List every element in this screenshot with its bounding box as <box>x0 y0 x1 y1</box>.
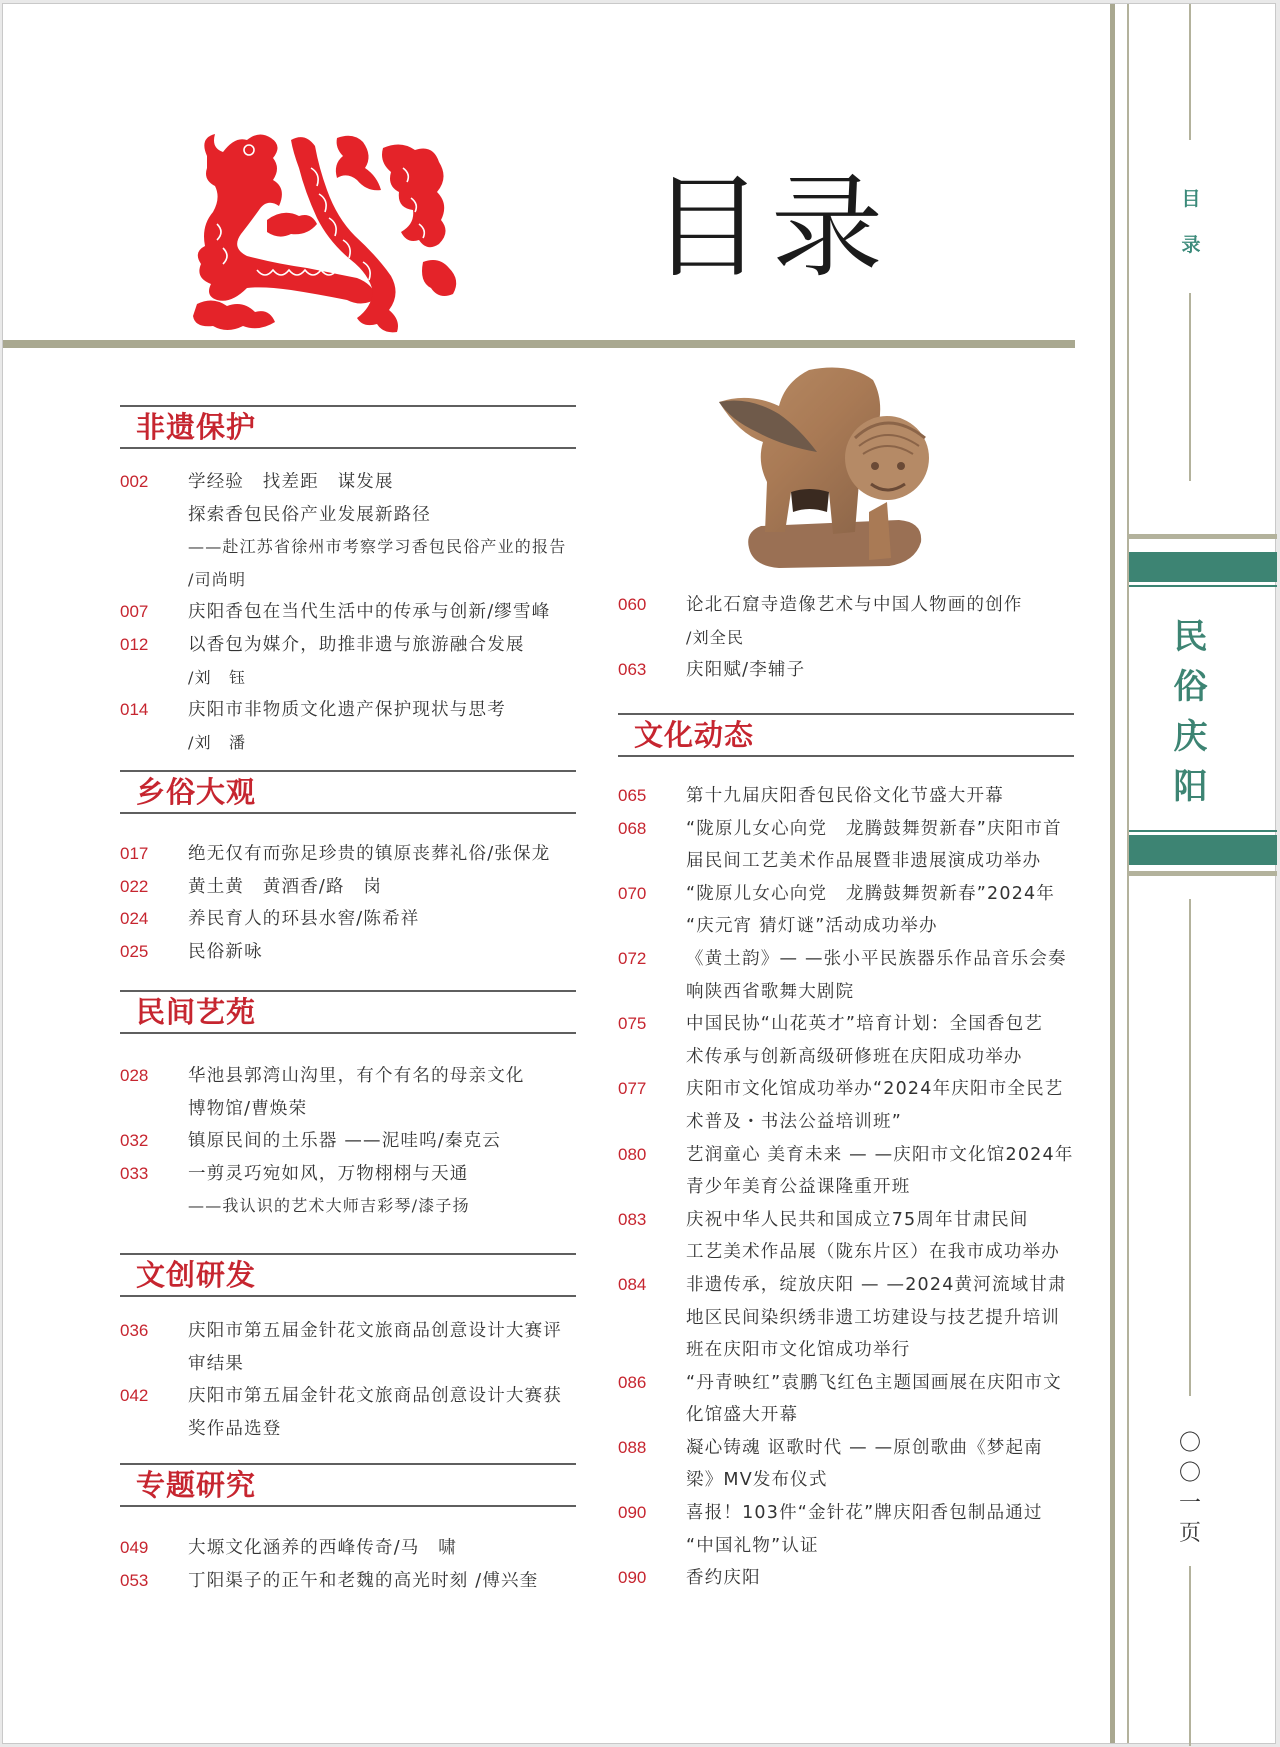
entry-title: 梁》MV发布仪式 <box>686 1470 828 1491</box>
entry-author: /刘 潘 <box>188 732 247 752</box>
toc-entry[interactable] <box>120 466 566 596</box>
entry-title: 非遗传承，绽放庆阳 — —2024黄河流域甘肃 <box>686 1274 1067 1295</box>
entry-title: 庆阳市第五届金针花文旅商品创意设计大赛获 <box>188 1386 562 1407</box>
page-title: 目录 <box>651 163 891 293</box>
entry-title: 镇原民间的土乐器 ——泥哇呜/秦克云 <box>188 1131 502 1152</box>
entry-page-number: 007 <box>120 602 149 622</box>
entry-page-number: 012 <box>120 634 149 654</box>
entry-title: 一剪灵巧宛如风，万物栩栩与天通 <box>188 1163 469 1184</box>
section-entries-folk-arts <box>120 1060 525 1223</box>
entry-author: /刘全民 <box>686 627 745 647</box>
toc-entry[interactable] <box>120 903 550 936</box>
entry-title: 化馆盛大开幕 <box>686 1405 799 1426</box>
entry-page-number: 070 <box>618 883 647 903</box>
entry-page-number: 060 <box>618 595 647 614</box>
toc-entry[interactable] <box>120 1565 538 1598</box>
section-entries-heritage-protection <box>120 466 566 759</box>
section-entries-creative-rd <box>120 1315 562 1445</box>
section-header-special-research: 专题研究 <box>120 1463 576 1507</box>
entry-title: 庆阳市非物质文化遗产保护现状与思考 <box>188 700 506 721</box>
section-header-heritage-protection: 非遗保护 <box>120 405 576 449</box>
sidebar-tan-rule-top <box>1129 534 1277 539</box>
entry-title: 香约庆阳 <box>686 1568 761 1589</box>
toc-entry[interactable] <box>120 871 550 904</box>
entry-title: 第十九届庆阳香包民俗文化节盛大开幕 <box>686 786 1004 806</box>
header-divider-band <box>3 340 1075 348</box>
entry-page-number: 042 <box>120 1386 149 1406</box>
toc-entry[interactable] <box>618 813 1074 878</box>
entry-title: 养民育人的环县水窖/陈希祥 <box>188 909 420 930</box>
section-entries-special-research <box>120 1532 538 1597</box>
sidebar-green-line-bottom <box>1129 830 1277 832</box>
entry-title: 绝无仅有而弥足珍贵的镇原丧葬礼俗/张保龙 <box>188 844 551 864</box>
entry-title: 民俗新咏 <box>188 941 263 962</box>
entry-title: 术普及・书法公益培训班” <box>686 1111 902 1132</box>
entry-title: 术传承与创新高级研修班在庆阳成功举办 <box>686 1046 1023 1067</box>
entry-title: 凝心铸魂 讴歌时代 — —原创歌曲《梦起南 <box>686 1437 1043 1458</box>
magazine-title: 民 俗 庆 阳 <box>1173 617 1208 807</box>
entry-title: 庆祝中华人民共和国成立75周年甘肃民间 <box>686 1209 1029 1230</box>
entry-page-number: 028 <box>120 1066 149 1085</box>
entry-title: 审结果 <box>188 1353 245 1374</box>
entry-page-number: 014 <box>120 700 149 720</box>
toc-entry[interactable] <box>120 629 566 694</box>
toc-entry[interactable] <box>618 1073 1074 1138</box>
entry-title: 奖作品选登 <box>188 1418 282 1439</box>
entry-title: 地区民间染织绣非遗工坊建设与技艺提升培训 <box>686 1307 1060 1328</box>
section-header-cultural-news: 文化动态 <box>618 713 1074 757</box>
toc-entry[interactable] <box>120 694 566 759</box>
toc-entry[interactable] <box>618 878 1074 943</box>
entry-author: /司尚明 <box>188 569 247 589</box>
entry-subtitle: ——赴江苏省徐州市考察学习香包民俗产业的报告 <box>188 537 567 557</box>
entry-page-number: 036 <box>120 1321 149 1340</box>
section-header-creative-rd: 文创研发 <box>120 1253 576 1297</box>
entry-title: 班在庆阳市文化馆成功举行 <box>686 1340 911 1361</box>
toc-entry[interactable] <box>618 780 1074 813</box>
entry-title: 工艺美术作品展（陇东片区）在我市成功举办 <box>686 1242 1060 1263</box>
section-header-folk-arts: 民间艺苑 <box>120 990 576 1034</box>
entry-title: 庆阳市第五届金针花文旅商品创意设计大赛评 <box>188 1321 562 1341</box>
entry-page-number: 022 <box>120 876 149 896</box>
toc-entry[interactable] <box>120 596 566 629</box>
toc-entry[interactable] <box>120 1125 525 1158</box>
entry-title: 黄土黄 黄酒香/路 岗 <box>188 876 383 897</box>
toc-entry[interactable] <box>120 1060 525 1125</box>
entry-title: 《黄土韵》— —张小平民族器乐作品音乐会奏 <box>686 948 1067 969</box>
section-header-folk-customs: 乡俗大观 <box>120 770 576 814</box>
toc-entry[interactable] <box>618 589 1023 654</box>
entry-page-number: 002 <box>120 472 149 491</box>
sidebar-rule-mid <box>1189 293 1191 481</box>
entry-page-number: 033 <box>120 1163 149 1183</box>
toc-entry[interactable] <box>120 1158 525 1223</box>
toc-entry[interactable] <box>618 1562 1074 1595</box>
entry-title: 以香包为媒介，助推非遗与旅游融合发展 <box>188 634 525 655</box>
entry-title: 探索香包民俗产业发展新路径 <box>188 504 432 525</box>
entry-page-number: 072 <box>618 948 647 968</box>
entry-title: “陇原儿女心向党 龙腾鼓舞贺新春”2024年 <box>686 883 1056 904</box>
entry-title: 喜报！103件“金针花”牌庆阳香包制品通过 <box>686 1503 1043 1524</box>
sidebar-rule-bottom <box>1189 1566 1191 1746</box>
entry-page-number: 090 <box>618 1568 647 1588</box>
stone-sculpture-image <box>709 362 949 574</box>
entry-title: 华池县郭湾山沟里，有个有名的母亲文化 <box>188 1066 525 1086</box>
entry-title: 丁阳渠子的正午和老魏的高光时刻 /傅兴奎 <box>188 1570 539 1591</box>
sidebar-green-line-top <box>1129 585 1277 587</box>
toc-entry[interactable] <box>618 1497 1074 1562</box>
section-entries-folk-customs <box>120 838 550 968</box>
toc-entry[interactable] <box>618 1432 1074 1497</box>
entry-title: 艺润童心 美育未来 — —庆阳市文化馆2024年 <box>686 1144 1074 1165</box>
entry-title: 响陕西省歌舞大剧院 <box>686 981 855 1002</box>
sidebar-rule-lower <box>1189 899 1191 1396</box>
entry-subtitle: ——我认识的艺术大师吉彩琴/漆子扬 <box>188 1196 470 1216</box>
entry-page-number: 063 <box>618 660 647 680</box>
entry-page-number: 090 <box>618 1503 647 1523</box>
toc-entry[interactable] <box>618 1008 1074 1073</box>
entry-page-number: 083 <box>618 1209 647 1229</box>
entry-page-number: 024 <box>120 909 149 929</box>
toc-entry[interactable] <box>618 654 1023 687</box>
entry-page-number: 068 <box>618 818 647 838</box>
entry-page-number: 088 <box>618 1437 647 1457</box>
entry-page-number: 075 <box>618 1014 647 1034</box>
entry-page-number: 086 <box>618 1372 647 1392</box>
sidebar-green-band-top <box>1129 552 1277 582</box>
entry-title: 庆阳赋/李辅子 <box>686 660 806 681</box>
vertical-rule-thick <box>1110 4 1115 1743</box>
sidebar-green-band-bottom <box>1129 835 1277 865</box>
dragon-papercut-icon <box>187 128 465 338</box>
toc-entry[interactable] <box>618 943 1074 1008</box>
entry-title: 学经验 找差距 谋发展 <box>188 472 394 492</box>
entry-title: “中国礼物”认证 <box>686 1535 819 1556</box>
toc-entry[interactable] <box>618 1269 1074 1367</box>
entry-title: “丹青映红”袁鹏飞红色主题国画展在庆阳市文 <box>686 1372 1062 1393</box>
entry-title: 庆阳香包在当代生活中的传承与创新/缪雪峰 <box>188 602 551 623</box>
entry-page-number: 032 <box>120 1131 149 1151</box>
sidebar-rule-top <box>1189 4 1191 140</box>
entry-title: 大塬文化涵养的西峰传奇/马 啸 <box>188 1538 457 1558</box>
entry-page-number: 017 <box>120 844 149 863</box>
entry-title: 庆阳市文化馆成功举办“2024年庆阳市全民艺 <box>686 1079 1064 1100</box>
entry-page-number: 080 <box>618 1144 647 1164</box>
toc-entry[interactable] <box>618 1367 1074 1432</box>
entry-page-number: 084 <box>618 1274 647 1294</box>
toc-entry[interactable] <box>120 1380 562 1445</box>
entry-title: “陇原儿女心向党 龙腾鼓舞贺新春”庆阳市首 <box>686 818 1062 839</box>
page-number: 〇 〇 一 页 <box>1178 1431 1201 1546</box>
entry-page-number: 077 <box>618 1079 647 1099</box>
toc-page <box>2 3 1276 1744</box>
toc-entry[interactable] <box>618 1204 1074 1269</box>
toc-entry[interactable] <box>120 838 550 871</box>
entry-title: “庆元宵 猜灯谜”活动成功举办 <box>686 916 938 937</box>
toc-entry[interactable] <box>120 1532 538 1565</box>
entry-page-number: 065 <box>618 786 647 805</box>
toc-entry[interactable] <box>618 1139 1074 1204</box>
entry-page-number: 053 <box>120 1570 149 1590</box>
section-entries-cultural-news <box>618 780 1074 1595</box>
entry-title: 届民间工艺美术作品展暨非遗展演成功举办 <box>686 851 1042 872</box>
entry-title: 中国民协“山花英才”培育计划：全国香包艺 <box>686 1014 1044 1035</box>
continued-entries <box>618 589 1023 687</box>
sidebar-tan-rule-bottom <box>1129 871 1277 876</box>
entry-page-number: 025 <box>120 941 149 961</box>
sidebar-section-label: 目 录 <box>1181 188 1201 256</box>
toc-entry[interactable] <box>120 936 550 969</box>
entry-title: 青少年美育公益课隆重开班 <box>686 1177 911 1198</box>
entry-page-number: 049 <box>120 1538 149 1557</box>
entry-author: /刘 钰 <box>188 667 247 687</box>
toc-entry[interactable] <box>120 1315 562 1380</box>
entry-title: 论北石窟寺造像艺术与中国人物画的创作 <box>686 595 1023 615</box>
entry-title: 博物馆/曹焕荣 <box>188 1098 308 1119</box>
